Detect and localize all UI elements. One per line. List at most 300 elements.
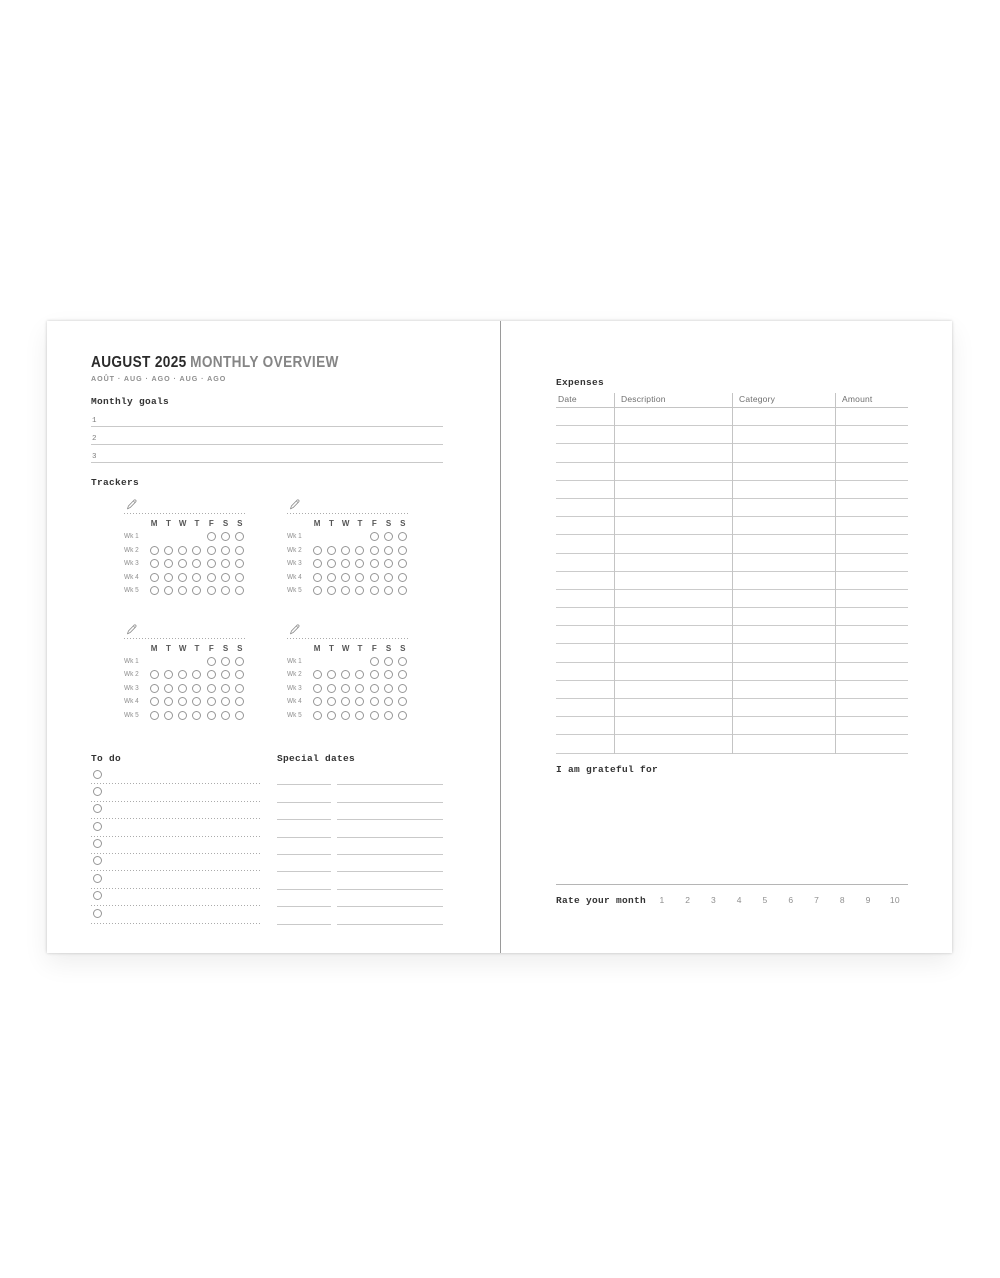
tracker-cell xyxy=(339,584,353,598)
special-date-entry-line[interactable] xyxy=(337,768,443,785)
tracker-checkbox[interactable] xyxy=(192,573,201,582)
expenses-column-header: Category xyxy=(739,394,776,404)
tracker-checkbox[interactable] xyxy=(384,657,393,666)
tracker-checkbox[interactable] xyxy=(192,697,201,706)
tracker-checkbox[interactable] xyxy=(164,586,173,595)
tracker-week-label: Wk 5 xyxy=(124,711,139,719)
trackers-grid-container xyxy=(124,495,443,722)
tracker-week-label: Wk 3 xyxy=(287,684,302,692)
tracker-cell xyxy=(396,695,410,709)
tracker-cell xyxy=(367,584,381,598)
tracker-checkbox[interactable] xyxy=(221,697,230,706)
rate-value[interactable]: 2 xyxy=(685,894,691,905)
tracker-cell xyxy=(353,584,367,598)
tracker-block xyxy=(287,620,410,723)
goal-entry-line[interactable] xyxy=(91,409,443,427)
tracker-cell xyxy=(339,655,353,669)
tracker-checkbox[interactable] xyxy=(398,546,407,555)
tracker-checkbox[interactable] xyxy=(192,559,201,568)
tracker-checkbox[interactable] xyxy=(164,684,173,693)
tracker-checkbox[interactable] xyxy=(207,586,216,595)
todo-item-row xyxy=(91,871,260,888)
tracker-checkbox[interactable] xyxy=(164,546,173,555)
goal-entry-line[interactable] xyxy=(91,427,443,445)
tracker-cell xyxy=(176,668,190,682)
todo-item-row xyxy=(91,854,260,871)
goal-entry-line[interactable] xyxy=(91,445,443,463)
tracker-checkbox[interactable] xyxy=(207,532,216,541)
tracker-day-header: M xyxy=(313,519,321,528)
tracker-checkbox[interactable] xyxy=(384,532,393,541)
tracker-checkbox[interactable] xyxy=(327,697,336,706)
tracker-cell xyxy=(396,584,410,598)
tracker-checkbox[interactable] xyxy=(221,532,230,541)
special-date-entry-line[interactable] xyxy=(337,855,443,872)
tracker-checkbox[interactable] xyxy=(150,697,159,706)
tracker-day-header: T xyxy=(165,519,171,528)
expenses-column-header: Date xyxy=(558,394,577,404)
tracker-cell xyxy=(161,682,175,696)
todo-checkbox[interactable] xyxy=(93,909,102,918)
todo-item-row xyxy=(91,819,260,836)
tracker-cell xyxy=(339,530,353,544)
tracker-name-rule xyxy=(287,638,410,639)
tracker-week-label: Wk 2 xyxy=(287,671,302,678)
tracker-checkbox[interactable] xyxy=(235,586,244,595)
tracker-checkbox[interactable] xyxy=(355,586,364,595)
tracker-checkbox[interactable] xyxy=(370,559,379,568)
tracker-cell xyxy=(147,709,161,723)
rate-value[interactable]: 8 xyxy=(839,894,845,905)
tracker-checkbox[interactable] xyxy=(327,586,336,595)
tracker-checkbox[interactable] xyxy=(313,684,322,693)
tracker-cell xyxy=(147,544,161,558)
tracker-cell xyxy=(339,544,353,558)
tracker-checkbox[interactable] xyxy=(370,546,379,555)
rate-value[interactable]: 7 xyxy=(814,894,820,905)
tracker-cell xyxy=(396,544,410,558)
todo-specialdates-row xyxy=(91,753,443,925)
tracker-checkbox[interactable] xyxy=(398,657,407,666)
special-date-date-line[interactable] xyxy=(277,872,331,889)
tracker-checkbox[interactable] xyxy=(341,711,350,720)
tracker-checkbox[interactable] xyxy=(150,559,159,568)
tracker-cell xyxy=(233,530,247,544)
tracker-block xyxy=(124,495,247,598)
tracker-checkbox[interactable] xyxy=(178,684,187,693)
trackers-label: Trackers xyxy=(91,477,140,488)
special-date-date-line[interactable] xyxy=(277,803,331,820)
tracker-week-label: Wk 3 xyxy=(124,684,139,692)
tracker-checkbox[interactable] xyxy=(235,657,244,666)
tracker-cell xyxy=(310,584,324,598)
special-date-date-line[interactable] xyxy=(277,890,331,907)
tracker-cell xyxy=(310,557,324,571)
tracker-grid xyxy=(124,517,247,598)
tracker-checkbox[interactable] xyxy=(150,573,159,582)
tracker-checkbox[interactable] xyxy=(207,546,216,555)
special-date-entry-line[interactable] xyxy=(337,820,443,837)
tracker-checkbox[interactable] xyxy=(221,670,230,679)
grateful-label: I am grateful for xyxy=(556,763,659,775)
rate-value[interactable]: 9 xyxy=(865,894,871,905)
tracker-day-header: M xyxy=(313,643,321,653)
special-date-date-line[interactable] xyxy=(277,855,331,872)
tracker-checkbox[interactable] xyxy=(221,559,230,568)
page-title xyxy=(91,355,401,370)
tracker-cell xyxy=(190,530,204,544)
todo-entry-line[interactable] xyxy=(91,923,260,924)
tracker-checkbox[interactable] xyxy=(178,697,187,706)
rate-your-month-section xyxy=(556,895,908,906)
tracker-checkbox[interactable] xyxy=(384,684,393,693)
tracker-cell xyxy=(204,544,218,558)
tracker-checkbox[interactable] xyxy=(178,670,187,679)
tracker-cell xyxy=(324,655,338,669)
tracker-checkbox[interactable] xyxy=(341,670,350,679)
tracker-day-header: T xyxy=(194,643,200,653)
tracker-checkbox[interactable] xyxy=(398,711,407,720)
tracker-checkbox[interactable] xyxy=(341,586,350,595)
tracker-checkbox[interactable] xyxy=(384,546,393,555)
tracker-checkbox[interactable] xyxy=(355,573,364,582)
goal-number: 2 xyxy=(92,435,97,443)
rate-value[interactable]: 3 xyxy=(711,894,717,905)
tracker-checkbox[interactable] xyxy=(355,697,364,706)
tracker-checkbox[interactable] xyxy=(192,711,201,720)
tracker-checkbox[interactable] xyxy=(370,670,379,679)
tracker-checkbox[interactable] xyxy=(221,546,230,555)
tracker-day-header: T xyxy=(357,643,363,653)
special-dates-section xyxy=(277,753,443,925)
tracker-checkbox[interactable] xyxy=(178,711,187,720)
tracker-week-label: Wk 1 xyxy=(287,657,302,665)
tracker-checkbox[interactable] xyxy=(313,559,322,568)
tracker-checkbox[interactable] xyxy=(164,711,173,720)
trackers-section xyxy=(91,477,443,722)
tracker-checkbox[interactable] xyxy=(341,546,350,555)
tracker-checkbox[interactable] xyxy=(398,586,407,595)
todo-checkbox[interactable] xyxy=(93,891,102,900)
tracker-checkbox[interactable] xyxy=(313,573,322,582)
todo-checkbox[interactable] xyxy=(93,856,102,865)
tracker-checkbox[interactable] xyxy=(370,657,379,666)
todo-checkbox[interactable] xyxy=(93,839,102,848)
tracker-checkbox[interactable] xyxy=(370,586,379,595)
tracker-checkbox[interactable] xyxy=(221,573,230,582)
tracker-cell xyxy=(204,709,218,723)
tracker-checkbox[interactable] xyxy=(235,559,244,568)
tracker-checkbox[interactable] xyxy=(178,586,187,595)
tracker-cell xyxy=(176,544,190,558)
tracker-checkbox[interactable] xyxy=(313,711,322,720)
tracker-checkbox[interactable] xyxy=(313,546,322,555)
special-date-row xyxy=(277,872,443,889)
tracker-checkbox[interactable] xyxy=(313,586,322,595)
tracker-checkbox[interactable] xyxy=(384,573,393,582)
tracker-checkbox[interactable] xyxy=(164,697,173,706)
tracker-cell xyxy=(324,709,338,723)
tracker-cell xyxy=(233,695,247,709)
tracker-day-header: T xyxy=(165,643,171,653)
tracker-checkbox[interactable] xyxy=(150,684,159,693)
tracker-checkbox[interactable] xyxy=(207,684,216,693)
tracker-checkbox[interactable] xyxy=(341,573,350,582)
tracker-day-header: F xyxy=(371,519,377,528)
tracker-checkbox[interactable] xyxy=(207,657,216,666)
title-section: MONTHLY OVERVIEW xyxy=(190,354,339,371)
todo-checkbox[interactable] xyxy=(93,804,102,813)
tracker-checkbox[interactable] xyxy=(370,532,379,541)
tracker-cell xyxy=(396,530,410,544)
goal-number: 3 xyxy=(92,453,97,461)
tracker-cell xyxy=(310,695,324,709)
tracker-cell xyxy=(233,709,247,723)
tracker-cell xyxy=(367,682,381,696)
tracker-checkbox[interactable] xyxy=(192,670,201,679)
planner-spread xyxy=(47,321,952,953)
left-page xyxy=(47,321,500,953)
tracker-checkbox[interactable] xyxy=(207,559,216,568)
tracker-week-label: Wk 3 xyxy=(124,560,139,567)
todo-checkbox[interactable] xyxy=(93,874,102,883)
monthly-goals-rows xyxy=(91,409,443,463)
tracker-checkbox[interactable] xyxy=(150,546,159,555)
tracker-cell xyxy=(324,571,338,585)
tracker-cell xyxy=(396,655,410,669)
tracker-name-line[interactable] xyxy=(287,495,410,514)
tracker-cell xyxy=(190,571,204,585)
tracker-checkbox[interactable] xyxy=(178,573,187,582)
todo-checkbox[interactable] xyxy=(93,787,102,796)
special-date-entry-line[interactable] xyxy=(337,907,443,924)
tracker-day-header: T xyxy=(194,519,200,528)
tracker-checkbox[interactable] xyxy=(221,711,230,720)
tracker-checkbox[interactable] xyxy=(192,586,201,595)
tracker-cell xyxy=(161,557,175,571)
tracker-checkbox[interactable] xyxy=(398,697,407,706)
special-dates-rows xyxy=(277,768,443,925)
tracker-checkbox[interactable] xyxy=(370,573,379,582)
tracker-checkbox[interactable] xyxy=(384,711,393,720)
tracker-checkbox[interactable] xyxy=(327,546,336,555)
todo-checkbox[interactable] xyxy=(93,770,102,779)
tracker-checkbox[interactable] xyxy=(313,697,322,706)
tracker-cell xyxy=(176,655,190,669)
tracker-checkbox[interactable] xyxy=(235,546,244,555)
tracker-day-header: M xyxy=(150,643,158,653)
tracker-week-label: Wk 5 xyxy=(124,587,139,594)
tracker-grid-corner xyxy=(124,642,147,655)
tracker-checkbox[interactable] xyxy=(327,684,336,693)
tracker-checkbox[interactable] xyxy=(207,711,216,720)
tracker-cell xyxy=(190,544,204,558)
tracker-cell xyxy=(190,668,204,682)
special-date-row xyxy=(277,890,443,907)
tracker-checkbox[interactable] xyxy=(327,559,336,568)
special-date-entry-line[interactable] xyxy=(337,785,443,802)
tracker-cell xyxy=(324,544,338,558)
tracker-week-label: Wk 3 xyxy=(287,560,302,567)
tracker-checkbox[interactable] xyxy=(355,711,364,720)
rate-value[interactable]: 10 xyxy=(889,894,900,905)
tracker-cell xyxy=(310,682,324,696)
todo-checkbox[interactable] xyxy=(93,822,102,831)
tracker-checkbox[interactable] xyxy=(221,684,230,693)
rate-divider-line xyxy=(556,884,908,885)
tracker-checkbox[interactable] xyxy=(164,559,173,568)
tracker-day-header: T xyxy=(357,519,363,528)
expenses-column-divider xyxy=(835,393,836,754)
tracker-checkbox[interactable] xyxy=(355,684,364,693)
tracker-checkbox[interactable] xyxy=(327,573,336,582)
tracker-checkbox[interactable] xyxy=(192,546,201,555)
rate-value[interactable]: 5 xyxy=(762,894,768,905)
special-date-entry-line[interactable] xyxy=(337,838,443,855)
tracker-checkbox[interactable] xyxy=(384,670,393,679)
special-date-date-line[interactable] xyxy=(277,768,331,785)
tracker-cell xyxy=(204,557,218,571)
tracker-cell xyxy=(204,584,218,598)
special-date-date-line[interactable] xyxy=(277,785,331,802)
tracker-cell xyxy=(353,668,367,682)
tracker-checkbox[interactable] xyxy=(235,711,244,720)
tracker-checkbox[interactable] xyxy=(313,670,322,679)
tracker-cell xyxy=(367,709,381,723)
todo-item-row xyxy=(91,784,260,801)
tracker-checkbox[interactable] xyxy=(164,573,173,582)
rate-value[interactable]: 6 xyxy=(788,894,794,905)
tracker-cell xyxy=(396,709,410,723)
tracker-checkbox[interactable] xyxy=(355,670,364,679)
tracker-checkbox[interactable] xyxy=(150,586,159,595)
tracker-cell xyxy=(204,655,218,669)
tracker-checkbox[interactable] xyxy=(235,670,244,679)
tracker-checkbox[interactable] xyxy=(164,670,173,679)
tracker-checkbox[interactable] xyxy=(207,573,216,582)
expenses-label: Expenses xyxy=(556,377,605,388)
todo-item-row xyxy=(91,767,260,784)
tracker-cell xyxy=(161,709,175,723)
tracker-cell xyxy=(324,695,338,709)
special-date-entry-line[interactable] xyxy=(337,890,443,907)
tracker-cell xyxy=(367,655,381,669)
tracker-checkbox[interactable] xyxy=(178,546,187,555)
tracker-name-line[interactable] xyxy=(124,495,247,514)
tracker-cell xyxy=(161,668,175,682)
tracker-checkbox[interactable] xyxy=(398,559,407,568)
special-date-date-line[interactable] xyxy=(277,820,331,837)
tracker-grid-corner xyxy=(124,517,147,530)
tracker-day-header: T xyxy=(328,643,334,653)
rate-value[interactable]: 4 xyxy=(736,894,742,905)
tracker-checkbox[interactable] xyxy=(384,697,393,706)
tracker-checkbox[interactable] xyxy=(341,697,350,706)
tracker-cell xyxy=(381,544,395,558)
tracker-checkbox[interactable] xyxy=(341,684,350,693)
tracker-week-label: Wk 1 xyxy=(124,533,139,540)
tracker-cell xyxy=(218,544,232,558)
tracker-checkbox[interactable] xyxy=(327,670,336,679)
tracker-week-label: Wk 1 xyxy=(287,533,302,540)
tracker-checkbox[interactable] xyxy=(327,711,336,720)
tracker-name-line[interactable] xyxy=(287,620,410,639)
tracker-cell xyxy=(339,695,353,709)
tracker-cell xyxy=(339,668,353,682)
tracker-grid-corner xyxy=(287,517,310,530)
tracker-checkbox[interactable] xyxy=(370,711,379,720)
tracker-cell xyxy=(353,655,367,669)
tracker-cell xyxy=(353,695,367,709)
tracker-cell xyxy=(218,584,232,598)
tracker-checkbox[interactable] xyxy=(384,586,393,595)
monthly-goals-section xyxy=(91,396,443,463)
special-date-entry-line[interactable] xyxy=(337,872,443,889)
special-date-date-line[interactable] xyxy=(277,838,331,855)
special-date-date-line[interactable] xyxy=(277,907,331,924)
tracker-cell xyxy=(367,544,381,558)
tracker-checkbox[interactable] xyxy=(221,657,230,666)
expenses-column-divider xyxy=(732,393,733,754)
tracker-checkbox[interactable] xyxy=(235,532,244,541)
tracker-cell xyxy=(324,530,338,544)
tracker-grid xyxy=(124,642,247,723)
tracker-cell xyxy=(339,682,353,696)
tracker-checkbox[interactable] xyxy=(235,684,244,693)
tracker-checkbox[interactable] xyxy=(221,586,230,595)
tracker-cell xyxy=(161,530,175,544)
tracker-checkbox[interactable] xyxy=(235,573,244,582)
tracker-checkbox[interactable] xyxy=(398,532,407,541)
tracker-checkbox[interactable] xyxy=(398,670,407,679)
tracker-checkbox[interactable] xyxy=(355,546,364,555)
tracker-cell xyxy=(176,695,190,709)
tracker-block xyxy=(124,620,247,723)
tracker-checkbox[interactable] xyxy=(192,684,201,693)
tracker-checkbox[interactable] xyxy=(150,670,159,679)
tracker-checkbox[interactable] xyxy=(207,697,216,706)
tracker-grid xyxy=(287,642,410,723)
title-subtitle: AOÛT · AUG · AGO · AUG · AGO xyxy=(91,374,227,383)
tracker-checkbox[interactable] xyxy=(341,559,350,568)
tracker-cell xyxy=(367,695,381,709)
tracker-checkbox[interactable] xyxy=(384,559,393,568)
tracker-cell xyxy=(233,571,247,585)
tracker-cell xyxy=(367,557,381,571)
tracker-name-line[interactable] xyxy=(124,620,247,639)
tracker-checkbox[interactable] xyxy=(207,670,216,679)
special-date-entry-line[interactable] xyxy=(337,803,443,820)
tracker-day-header: S xyxy=(237,643,243,653)
tracker-cell xyxy=(339,571,353,585)
tracker-name-rule xyxy=(287,513,410,514)
tracker-checkbox[interactable] xyxy=(370,697,379,706)
tracker-checkbox[interactable] xyxy=(370,684,379,693)
rate-value[interactable]: 1 xyxy=(659,894,665,905)
tracker-checkbox[interactable] xyxy=(235,697,244,706)
special-date-row xyxy=(277,855,443,872)
tracker-day-header: S xyxy=(385,519,392,528)
tracker-checkbox[interactable] xyxy=(398,684,407,693)
tracker-checkbox[interactable] xyxy=(355,559,364,568)
tracker-checkbox[interactable] xyxy=(178,559,187,568)
tracker-day-header: W xyxy=(341,519,350,528)
tracker-cell xyxy=(233,557,247,571)
tracker-checkbox[interactable] xyxy=(398,573,407,582)
tracker-cell xyxy=(381,584,395,598)
tracker-checkbox[interactable] xyxy=(150,711,159,720)
tracker-cell xyxy=(176,530,190,544)
